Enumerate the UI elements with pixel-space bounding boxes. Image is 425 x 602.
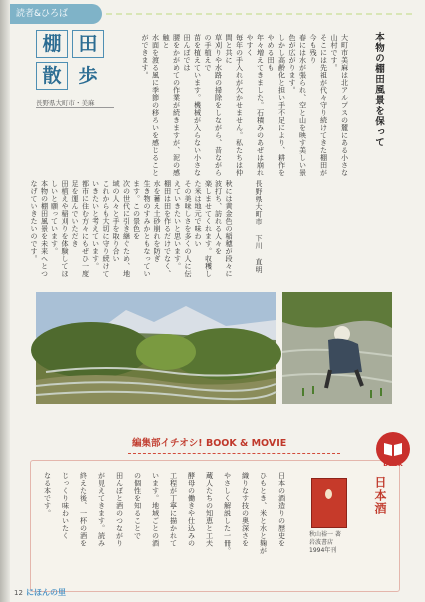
article-column: 毎年の手入れが欠かせません。私たちは仲間と共に xyxy=(225,34,245,177)
book-review-column: なる本です。 xyxy=(43,472,53,517)
article-column: 生き物のすみかともなっています。この景色を xyxy=(132,180,153,278)
book-review-column: ひもとき、米と水と麹が xyxy=(259,472,269,555)
book-meta xyxy=(309,531,353,555)
article-column: 水面を渡る風に季節の移ろいを感じることができます。 xyxy=(141,34,161,177)
book-year: 1994年刊 xyxy=(309,547,337,554)
book-movie-band xyxy=(128,433,388,455)
article-column: 秋には黄金色の稲穂が段々に波打ち、訪れる人々を xyxy=(214,180,235,278)
book-review-column: 工程が丁寧に描かれて xyxy=(169,472,179,547)
header-dotted-line xyxy=(106,13,415,15)
magazine-name: にほんの里 xyxy=(26,588,66,597)
book-review-column: 田んぼと酒のつながり xyxy=(115,472,125,547)
article-column: 楽しませてくれます。収穫した米は地元で味わい xyxy=(194,180,214,278)
article-column: 年々増えてきました。石積みのあぜは崩れやすく xyxy=(246,34,266,177)
logo-char-3: 散 xyxy=(36,62,68,90)
article-column: 本物の棚田風景を未来へとつなげていきたいのです。 xyxy=(30,180,50,278)
section-label: 読者&ひろば xyxy=(10,4,102,24)
book-review-column: 酵母の働きや仕込みの xyxy=(187,472,197,547)
book-review-column: じっくり味わいたく xyxy=(61,472,71,540)
article-column: そこには先祖が代々守り続けてきた棚田が今も残り xyxy=(309,34,329,177)
logo-char-4: 歩 xyxy=(78,65,98,87)
book-movie-label: 編集部イチオシ! BOOK & MOVIE xyxy=(132,438,287,449)
book-review-column: 蔵人たちの知恵と工夫 xyxy=(205,472,215,547)
book-publisher: 岩波書店 xyxy=(309,539,334,546)
book-title: 日本酒 xyxy=(373,476,387,515)
article-column: 草刈りや水路の掃除をしながら、昔ながらの手植えで xyxy=(204,34,224,177)
article-column: 大町市美麻は北アルプスの麓にある小さな山村です。 xyxy=(330,34,350,177)
book-icon-label: BOOK xyxy=(383,461,403,468)
terraced-fields-photo xyxy=(36,292,276,404)
series-logo xyxy=(36,30,108,90)
series-caption: 長野県大町市・美麻 xyxy=(36,98,114,108)
article-column: しかし高齢化と担い手不足により、耕作をやめる田も xyxy=(267,34,287,177)
logo-char-2: 田 xyxy=(72,30,104,58)
page-binding-edge xyxy=(0,0,10,602)
book-review-column: 日本の酒造りの歴史を xyxy=(277,472,287,547)
page-number: 12 xyxy=(14,589,23,597)
article-column: 棚田は田を作るだけでなく、水を蓄え土砂崩れを防ぎ xyxy=(153,180,173,278)
book-review-column: 終えた後、一杯の酒を xyxy=(79,472,89,547)
book-review-column: の個性を知ることで xyxy=(133,472,143,540)
article-column: これからも大切に守り続けていきたいと考えています。 xyxy=(91,180,112,278)
article-title: 本物の棚田風景を保って xyxy=(373,32,384,148)
article-column: 腰をかがめての作業が続きますが、泥の感触と xyxy=(162,34,182,177)
article-author: 長野県大町市 下川 直明 xyxy=(255,180,263,274)
logo-char-1: 棚 xyxy=(36,30,68,58)
book-review-column: います。地域ごとの酒 xyxy=(151,472,161,547)
book-review-column: が見えてきます。読み xyxy=(97,472,107,547)
book-author: 秋山裕一 著 xyxy=(309,531,341,538)
article-column: その美味しさを多くの人に伝えていきたいと思います。 xyxy=(173,180,194,278)
band-underline xyxy=(128,453,340,455)
article-column: 次の世代に引き継ぐため、地域の人々と手を取り合い xyxy=(112,180,132,278)
book-cover xyxy=(311,478,347,528)
article-column: 田植えや稲刈りを体験してほしいと願っています。 xyxy=(50,180,71,278)
book-review-column: 織りなす技の奥深さを xyxy=(241,472,251,547)
article-column: 苗を植えています。機械が入らない小さな田んぼでは xyxy=(183,34,203,177)
article-column: 都市に住む方々にもぜひ一度足を運んでいただき xyxy=(71,180,91,278)
book-review-column: やさしく解説した一冊。 xyxy=(223,472,233,555)
section-header xyxy=(10,4,415,24)
article-column: 春には水が張られ、空と山を映す美しい景色が広がります。 xyxy=(288,34,308,177)
rice-planting-photo xyxy=(282,292,392,404)
